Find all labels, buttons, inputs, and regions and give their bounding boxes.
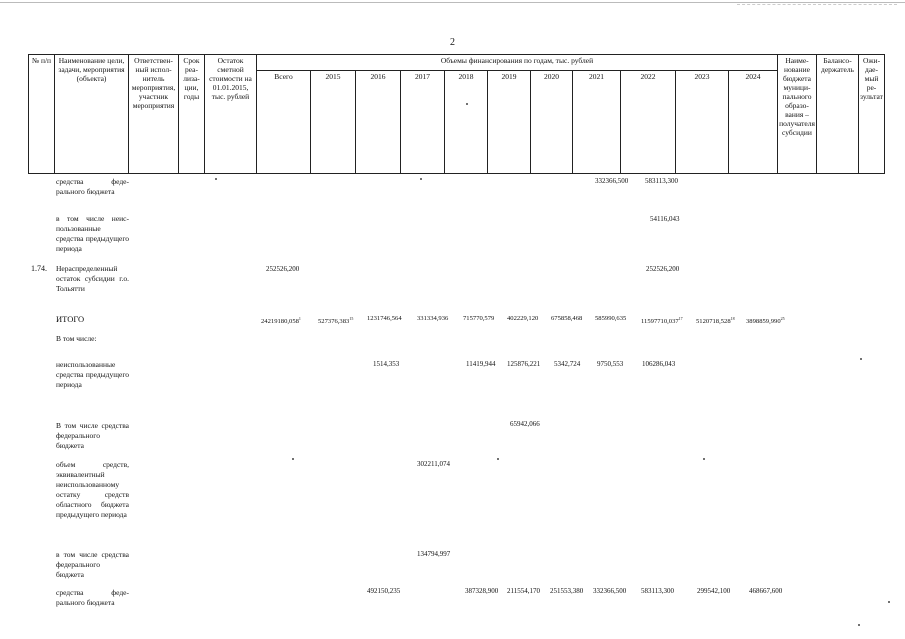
row-label: Нераспределенный остаток субсидии г.о. Тольятти bbox=[56, 264, 129, 293]
col-year: 2023 bbox=[676, 71, 729, 174]
row-label: объем средств, эквивалентный неиспользованному остатку средств областного бюджета предыдущего периода bbox=[56, 460, 129, 519]
value-2021: 9750,553 bbox=[597, 360, 624, 368]
value-2017: 134794,997 bbox=[417, 550, 451, 558]
value-2022: 106286,043 bbox=[642, 360, 676, 368]
col-year: 2021 bbox=[573, 71, 621, 174]
including-label: В том числе: bbox=[56, 334, 97, 343]
top-rule bbox=[0, 2, 905, 3]
col-year: 2015 bbox=[311, 71, 356, 174]
col-total: Всего bbox=[257, 71, 311, 174]
total-sum: 24219180,058$^1$ bbox=[261, 316, 301, 326]
scan-speck bbox=[420, 178, 422, 180]
value-2023: 299542,100 bbox=[697, 587, 731, 595]
value-2022: 583113,300 bbox=[645, 177, 678, 185]
row-index: 1.74. bbox=[31, 264, 47, 273]
total-2023: 5120718,528$^{18}$ bbox=[696, 316, 735, 326]
scan-speck bbox=[292, 458, 294, 460]
col-year: 2018 bbox=[445, 71, 488, 174]
value-2016: 492150,235 bbox=[367, 587, 401, 595]
total-2017: 331334,936 bbox=[417, 315, 449, 322]
col-holder: Балансодержатель bbox=[817, 55, 859, 174]
row-label: неиспользованные средства предыдущего периода bbox=[56, 360, 129, 389]
col-result: Ожидаемый результат bbox=[859, 55, 885, 174]
page-number: 2 bbox=[450, 37, 455, 48]
col-year: 2020 bbox=[531, 71, 573, 174]
total-2021: 585990,635 bbox=[595, 315, 627, 322]
col-name: Наименование цели, задачи, мероприятия (объекта) bbox=[55, 55, 129, 174]
col-funding-group: Объемы финансирования по годам, тыс. рублей bbox=[257, 55, 778, 71]
row-label: средства федерального бюджета bbox=[56, 177, 129, 196]
value-2024: 468667,600 bbox=[749, 587, 783, 595]
value-total: 252526,200 bbox=[266, 265, 300, 273]
scan-speck bbox=[703, 458, 705, 460]
value-2020: 251553,380 bbox=[550, 587, 584, 595]
col-year: 2022 bbox=[621, 71, 676, 174]
total-label: ИТОГО bbox=[56, 314, 85, 324]
value-2022: 583113,300 bbox=[641, 587, 674, 595]
col-term: Срок реализации, годы bbox=[179, 55, 205, 174]
value-2019: 125876,221 bbox=[507, 360, 541, 368]
col-no: № п/п bbox=[29, 55, 55, 174]
total-2018: 715770,579 bbox=[463, 315, 495, 322]
value-2021: 332366,500 bbox=[595, 177, 629, 185]
total-2019: 402229,120 bbox=[507, 315, 539, 322]
top-dashed-rule bbox=[737, 4, 897, 5]
value-2022: 252526,200 bbox=[646, 265, 680, 273]
col-budget: Наименование бюджета муниципального образования – получателя субсидии bbox=[778, 55, 817, 174]
total-2016: 1231746,564 bbox=[367, 315, 402, 322]
value-2021: 332366,500 bbox=[593, 587, 627, 595]
value-2016: 1514,353 bbox=[373, 360, 400, 368]
col-responsible: Ответственный исполнитель мероприятия, участник мероприятия bbox=[129, 55, 179, 174]
scan-speck bbox=[858, 624, 860, 626]
value-2018: 387328,900 bbox=[465, 587, 499, 595]
value-2018: 11419,944 bbox=[466, 360, 496, 368]
value-2022: 54116,043 bbox=[650, 215, 680, 223]
value-2020: 5342,724 bbox=[554, 360, 581, 368]
scan-speck bbox=[860, 358, 862, 360]
scan-speck bbox=[888, 601, 890, 603]
col-year: 2019 bbox=[488, 71, 531, 174]
total-2020: 675858,468 bbox=[551, 315, 583, 322]
total-2015: 527376,383$^{15}$ bbox=[318, 316, 354, 326]
value-2017: 302211,074 bbox=[417, 460, 450, 468]
total-2022: 11597710,037$^{17}$ bbox=[641, 316, 683, 326]
total-2024: 3898859,990$^{25}$ bbox=[746, 316, 785, 326]
value-2019: 211554,170 bbox=[507, 587, 540, 595]
row-label: В том числе средства федерального бюджета bbox=[56, 421, 129, 450]
col-year: 2017 bbox=[401, 71, 445, 174]
scan-speck bbox=[215, 178, 217, 180]
row-label: средства федерального бюджета bbox=[56, 588, 129, 607]
scan-speck bbox=[497, 458, 499, 460]
col-year: 2016 bbox=[356, 71, 401, 174]
value-2019: 65942,066 bbox=[510, 420, 540, 428]
row-label: в том числе неиспользованные средства предыдущего периода bbox=[56, 214, 129, 253]
col-year: 2024 bbox=[729, 71, 778, 174]
row-label: в том числе средства федерального бюджета bbox=[56, 550, 129, 579]
col-remain: Остаток сметной стоимости на 01.01.2015, тыс. рублей bbox=[205, 55, 257, 174]
scan-speck bbox=[466, 103, 468, 105]
header-table bbox=[28, 54, 885, 174]
